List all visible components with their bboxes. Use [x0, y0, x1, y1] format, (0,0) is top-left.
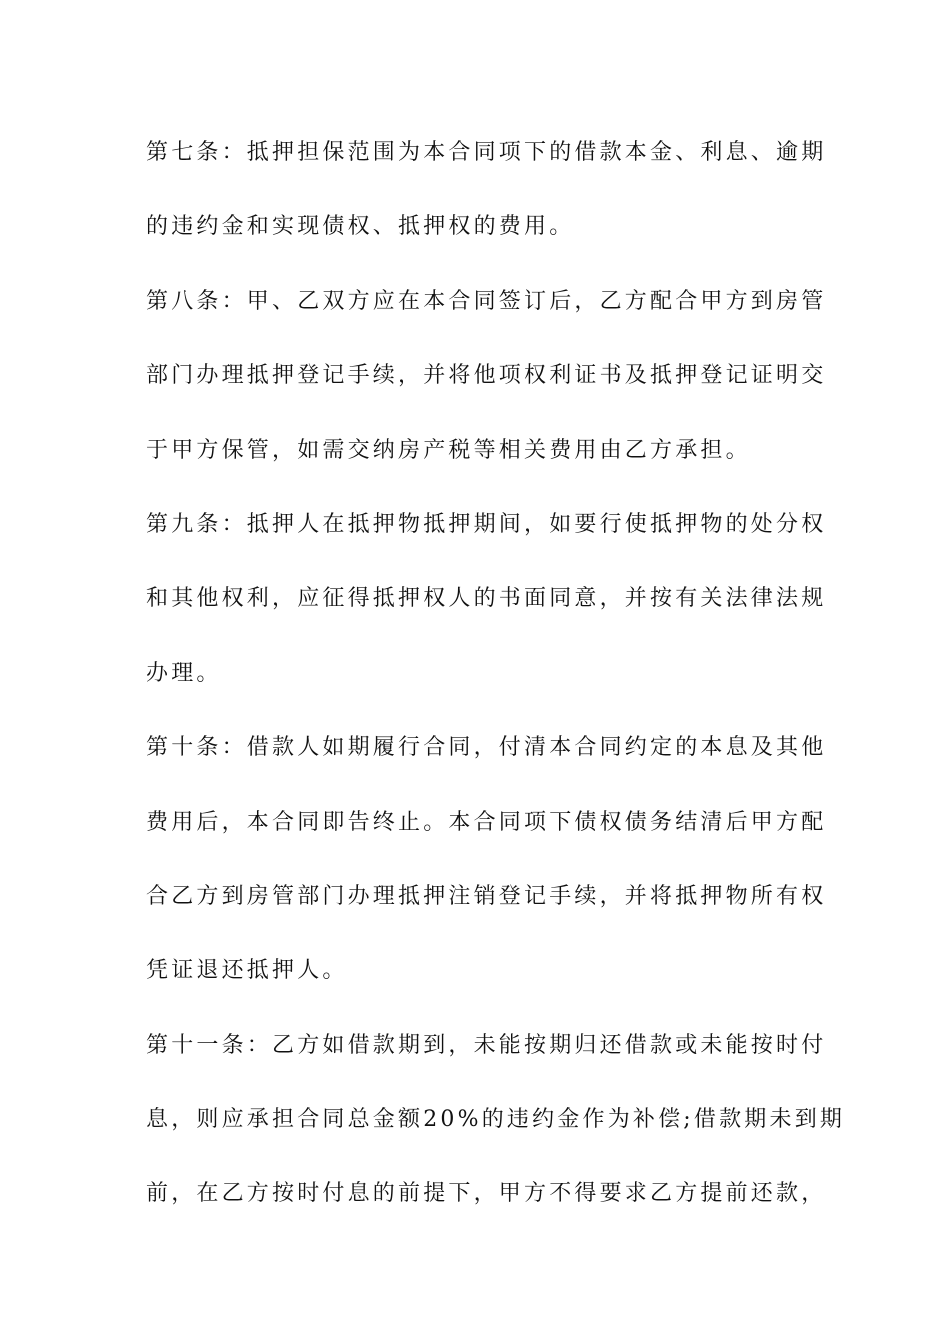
text-line: 第十条：借款人如期履行合同，付清本合同约定的本息及其他	[146, 735, 827, 761]
text-line: 第九条：抵押人在抵押物抵押期间，如要行使抵押物的处分权	[146, 511, 827, 537]
text-line: 办理。	[146, 660, 222, 686]
text-line: 的违约金和实现债权、抵押权的费用。	[146, 214, 575, 240]
text-line: 第八条：甲、乙双方应在本合同签订后，乙方配合甲方到房管	[146, 288, 827, 314]
text-line: 前，在乙方按时付息的前提下，甲方不得要求乙方提前还款，	[146, 1181, 827, 1207]
text-line: 和其他权利，应征得抵押权人的书面同意，并按有关法律法规	[146, 586, 827, 612]
text-line: 第七条：抵押担保范围为本合同项下的借款本金、利息、逾期	[146, 140, 827, 165]
contract-body-text	[146, 128, 846, 1244]
text-line: 部门办理抵押登记手续，并将他项权利证书及抵押登记证明交	[146, 363, 827, 389]
text-line: 于甲方保管，如需交纳房产税等相关费用由乙方承担。	[146, 437, 751, 463]
text-line: 费用后，本合同即告终止。本合同项下债权债务结清后甲方配	[146, 809, 827, 835]
text-line: 息，则应承担合同总金额20%的违约金作为补偿;借款期未到期	[146, 1107, 846, 1133]
text-line: 凭证退还抵押人。	[146, 958, 348, 984]
text-line: 合乙方到房管部门办理抵押注销登记手续，并将抵押物所有权	[146, 883, 827, 909]
text-line: 第十一条：乙方如借款期到，未能按期归还借款或未能按时付	[146, 1032, 827, 1058]
